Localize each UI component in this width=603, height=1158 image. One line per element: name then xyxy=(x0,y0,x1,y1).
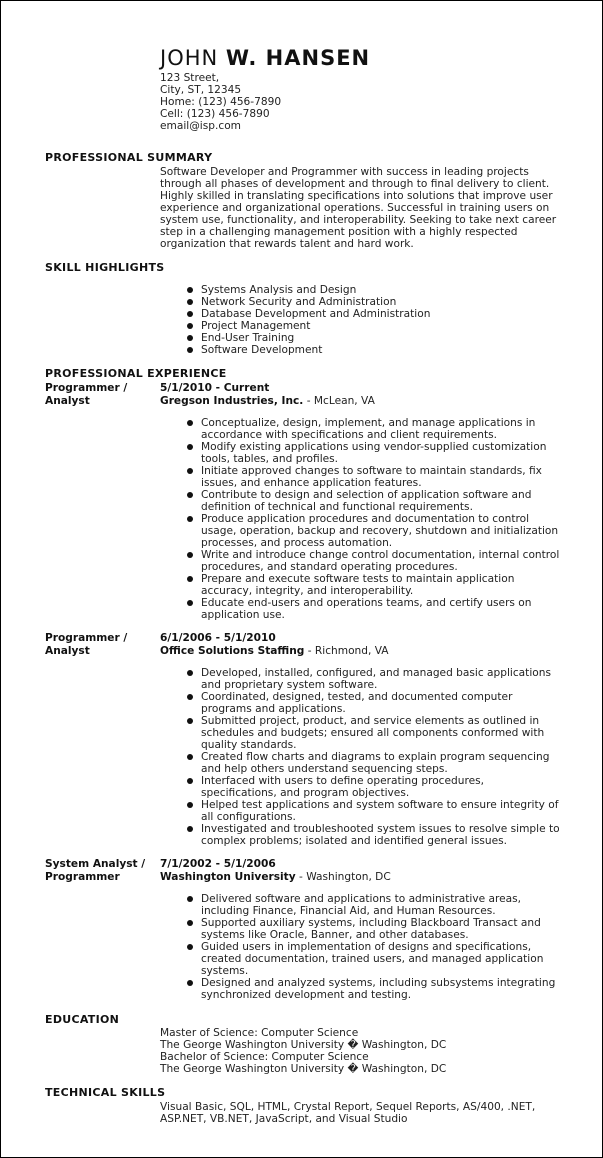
job-dates: 7/1/2002 - 5/1/2006 xyxy=(160,858,276,870)
section-title: PROFESSIONAL SUMMARY xyxy=(45,151,213,164)
section-title: SKILL HIGHLIGHTS xyxy=(45,261,165,274)
degree: Master of Science: Computer Science xyxy=(160,1027,359,1039)
list-item: Supported auxiliary systems, including Blackboard Transact and systems like Oracle, Banner, and other databases. xyxy=(160,917,560,941)
candidate-name xyxy=(160,45,370,71)
education-details xyxy=(160,1027,560,1075)
job-role: Programmer / Analyst xyxy=(45,632,128,657)
last-name: W. HANSEN xyxy=(225,46,371,70)
list-item: Project Management xyxy=(160,320,560,332)
list-item: Software Development xyxy=(160,344,560,356)
address-line: 123 Street, xyxy=(160,72,220,84)
job-duties xyxy=(160,667,560,847)
job-duties xyxy=(160,417,560,621)
job-header xyxy=(160,382,375,408)
home-phone: Home: (123) 456-7890 xyxy=(160,96,282,108)
skills-list xyxy=(160,284,560,356)
list-item: Database Development and Administration xyxy=(160,308,560,320)
contact-info xyxy=(160,72,370,132)
education-section xyxy=(45,1013,560,1026)
job-company-line xyxy=(160,645,389,658)
resume-header xyxy=(160,45,370,132)
section-title: TECHNICAL SKILLS xyxy=(45,1086,166,1099)
first-name: JOHN xyxy=(160,46,219,70)
email: email@isp.com xyxy=(160,120,241,132)
list-item: Delivered software and applications to administrative areas, including Finance, Financial Aid, and Human Resources. xyxy=(160,893,560,917)
job-location: - Richmond, VA xyxy=(304,645,389,657)
technical-skills-section xyxy=(45,1086,560,1099)
list-item: Guided users in implementation of designs and specifications, created documentation, trained users, and managed application systems. xyxy=(160,941,560,977)
job-location: - McLean, VA xyxy=(303,395,375,407)
job-duties xyxy=(160,893,560,1001)
job-header xyxy=(160,632,389,658)
list-item: Network Security and Administration xyxy=(160,296,560,308)
job-role: Programmer / Analyst xyxy=(45,382,128,407)
job-company-line xyxy=(160,395,375,408)
job-location: - Washington, DC xyxy=(295,871,391,883)
summary-section xyxy=(45,151,560,164)
list-item: Submitted project, product, and service elements as outlined in schedules and budgets; ensured all components conformed with quality standards. xyxy=(160,715,560,751)
city-line: City, ST, 12345 xyxy=(160,84,242,96)
job-company: Gregson Industries, Inc. xyxy=(160,395,304,407)
list-item: Produce application procedures and documentation to control usage, operation, backup and recovery, shutdown and initialization processes, and process automation. xyxy=(160,513,560,549)
job-header xyxy=(160,858,391,884)
list-item: Initiate approved changes to software to maintain standards, fix issues, and enhance application features. xyxy=(160,465,560,489)
section-title: EDUCATION xyxy=(45,1013,120,1026)
list-item: Designed and analyzed systems, including subsystems integrating synchronized development and testing. xyxy=(160,977,560,1001)
technical-skills-text: Visual Basic, SQL, HTML, Crystal Report, Sequel Reports, AS/400, .NET, ASP.NET, VB.NET, JavaScript, and Visual Studio xyxy=(160,1101,536,1125)
list-item: Contribute to design and selection of application software and definition of technical and functional requirements. xyxy=(160,489,560,513)
list-item: Interfaced with users to define operating procedures, specifications, and program objectives. xyxy=(160,775,560,799)
job-role: System Analyst / Programmer xyxy=(45,858,146,883)
skills-section xyxy=(45,261,560,274)
job-company-line xyxy=(160,871,391,884)
job-dates: 5/1/2010 - Current xyxy=(160,382,270,394)
list-item: Coordinated, designed, tested, and documented computer programs and applications. xyxy=(160,691,560,715)
list-item: Write and introduce change control documentation, internal control procedures, and standard operating procedures. xyxy=(160,549,560,573)
list-item: Prepare and execute software tests to maintain application accuracy, integrity, and interoperability. xyxy=(160,573,560,597)
cell-phone: Cell: (123) 456-7890 xyxy=(160,108,270,120)
job-company: Office Solutions Staffing xyxy=(160,645,305,657)
list-item: Helped test applications and system software to ensure integrity of all configurations. xyxy=(160,799,560,823)
list-item: Modify existing applications using vendor-supplied customization tools, tables, and profiles. xyxy=(160,441,560,465)
summary-text: Software Developer and Programmer with success in leading projects through all phases of development and through to final delivery to client. Highly skilled in translating specifications into solutions that improve user experience and organizational operations. Successful in training users on system use, functionality, and interoperability. Seeking to take next career step in a challenging management position with a highly respected organization that rewards talent and hard work. xyxy=(160,166,557,250)
list-item: Educate end-users and operations teams, and certify users on application use. xyxy=(160,597,560,621)
school: The George Washington University � Washington, DC xyxy=(160,1063,447,1075)
list-item: Investigated and troubleshooted system issues to resolve simple to complex problems; isolated and identified general issues. xyxy=(160,823,560,847)
list-item: Created flow charts and diagrams to explain program sequencing and help others understand sequencing steps. xyxy=(160,751,560,775)
job-dates: 6/1/2006 - 5/1/2010 xyxy=(160,632,276,644)
experience-section xyxy=(45,367,560,380)
list-item: End-User Training xyxy=(160,332,560,344)
section-title: PROFESSIONAL EXPERIENCE xyxy=(45,367,227,380)
list-item: Developed, installed, configured, and managed basic applications and proprietary system software. xyxy=(160,667,560,691)
list-item: Conceptualize, design, implement, and manage applications in accordance with specifications and client requirements. xyxy=(160,417,560,441)
list-item: Systems Analysis and Design xyxy=(160,284,560,296)
degree: Bachelor of Science: Computer Science xyxy=(160,1051,369,1063)
job-company: Washington University xyxy=(160,871,296,883)
school: The George Washington University � Washington, DC xyxy=(160,1039,447,1051)
